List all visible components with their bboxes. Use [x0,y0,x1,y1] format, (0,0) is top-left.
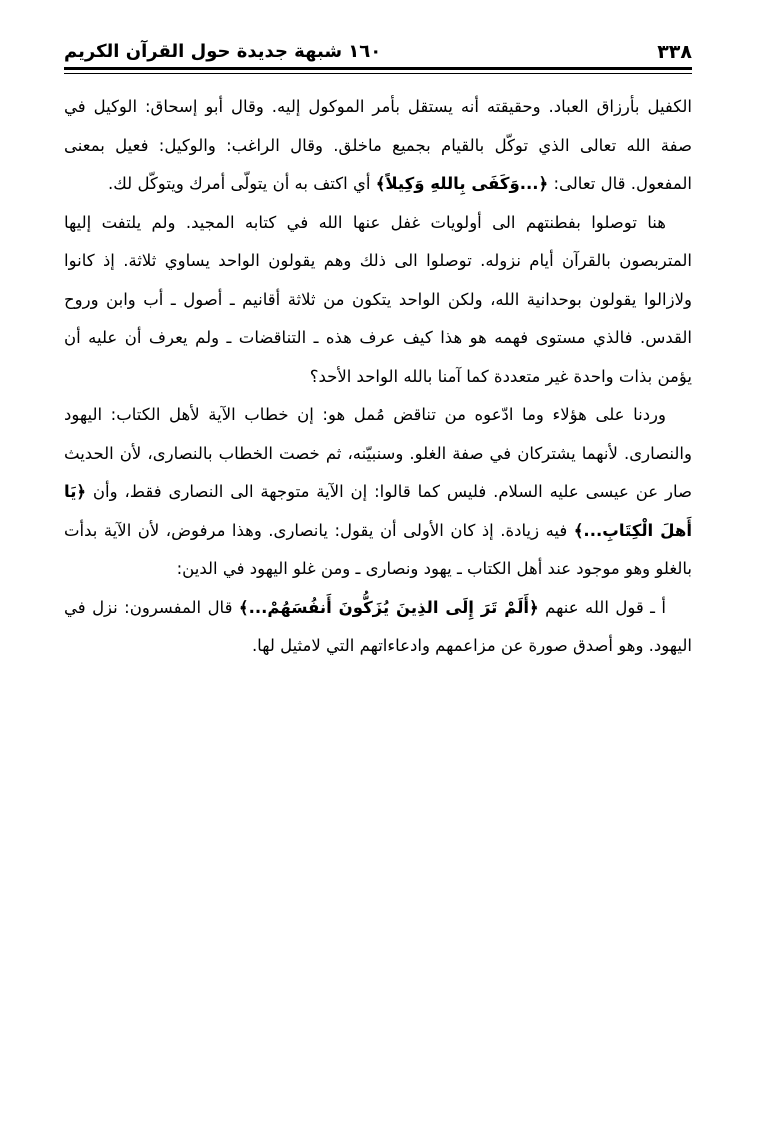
text-run: وردنا على هؤلاء وما ادّعوه من تناقض مُمل هو: إن خطاب الآية لأهل الكتاب: اليهود والنصارى. لأنهما يشتركان في صفة الغلو. وسنبيّنه، ثم خصت الخطاب بالنصارى، لأن الحديث صار عن عيسى عليه السلام. فليس كما قالوا: إن الآية متوجهة الى النصارى فقط، وأن [64,405,692,501]
paragraph-2 [64,204,692,397]
text-run: فيه زيادة. إذ كان الأولى أن يقول: يانصارى. وهذا مرفوض، لأن الآية بدأت بالغلو وهو موجود عند أهل الكتاب ـ يهود ونصارى ـ ومن غلو اليهود في الدين: [64,520,692,578]
quran-verse: ﴿...وَكَفَى بِاللهِ وَكِيلاً﴾ [375,174,549,193]
text-run: الكفيل بأرزاق العباد. وحقيقته أنه يستقل بأمر الموكول إليه. وقال أبو إسحاق: الوكيل في صفة الله تعالى الذي توكّل بالقيام بجميع ماخلق. وقال الراغب: والوكيل: فعيل بمعنى المفعول. قال تعالى: [64,97,692,193]
book-title: ١٦٠ شبهة جديدة حول القرآن الكريم [64,41,382,62]
page-body [64,88,692,666]
page-header [64,28,692,64]
header-rule-thin [64,73,692,74]
quran-verse: ﴿يَا أَهلَ الْكِتَابِ...﴾ [64,482,693,540]
paragraph-4 [64,589,692,666]
paragraph-1 [64,88,692,204]
paragraph-3 [64,396,692,589]
text-run: أ ـ قول الله عنهم [538,597,667,617]
header-rule-thick [64,67,692,70]
text-run: أي اكتف به أن يتولّى أمرك ويتوكّل لك. [108,174,376,193]
text-run: قال المفسرون: نزل في اليهود. وهو أصدق صورة عن مزاعمهم وادعاءاتهم التي لامثيل لها. [64,597,692,655]
page-number: ٣٣٨ [657,41,692,63]
quran-verse: ﴿أَلَمْ تَرَ إِلَى الذِينَ يُزَكُّونَ أَنفُسَهُمْ...﴾ [238,597,539,617]
text-run: هنا توصلوا بفطنتهم الى أولويات غفل عنها الله في كتابه المجيد. ولم يلتفت إليها المتربصون بالقرآن أيام نزوله. توصلوا الى ذلك وهم يقولون الواحد يساوي ثلاثة. إذ كانوا ولازالوا يقولون بوحدانية الله، ولكن الواحد يتكون من ثلاثة أقانيم ـ أصول ـ أب وابن وروح القدس. فالذي مستوى فهمه هو هذا كيف عرف هذه ـ التناقضات ـ ولم يعرف أن عليه أن يؤمن بذات واحدة غير متعددة كما آمنا بالله الواحد الأحد؟ [64,212,692,386]
